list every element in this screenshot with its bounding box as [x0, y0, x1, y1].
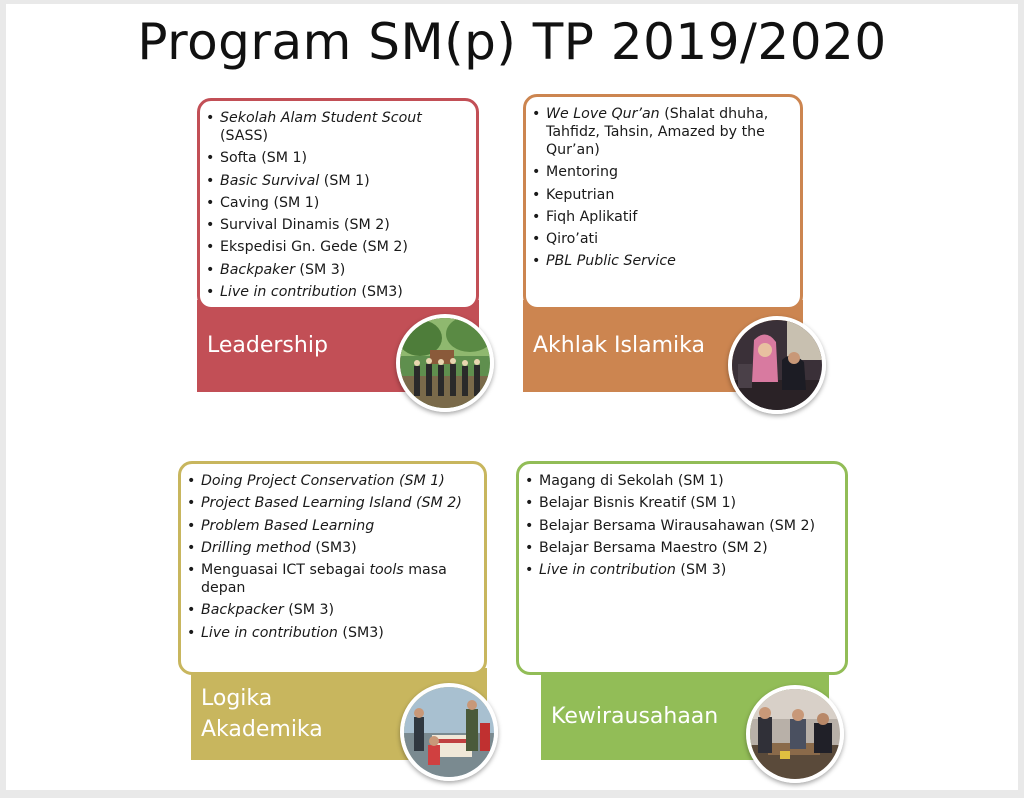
item-italic-text: Doing Project Conservation (SM 1): [201, 473, 445, 489]
list-item: [544, 252, 792, 270]
item-text: Ekspedisi Gn. Gede (SM 2): [220, 239, 408, 256]
logika-list: [199, 472, 476, 642]
project-photo-icon: [404, 687, 494, 777]
list-item: [199, 539, 476, 557]
item-italic-text: Drilling method: [201, 539, 311, 556]
list-item: [537, 561, 837, 579]
list-item: [537, 539, 837, 557]
akhlak-list: [544, 105, 792, 270]
list-item: [218, 261, 468, 279]
kewirausahaan-photo: [746, 685, 844, 783]
list-item: [199, 561, 476, 597]
scouts-photo-icon: [400, 318, 490, 408]
slide: [6, 4, 1018, 790]
workshop-photo-icon: [750, 689, 840, 779]
item-text: Belajar Bersama Maestro (SM 2): [539, 539, 768, 556]
item-text: (SASS): [220, 128, 269, 144]
item-text: (SM3): [356, 284, 403, 301]
list-item: [544, 208, 792, 226]
akhlak-label: Akhlak Islamika: [533, 333, 705, 358]
item-italic-text: Live in contribution: [539, 562, 676, 579]
item-italic-text: tools: [369, 562, 404, 579]
item-text: Belajar Bersama Wirausahawan (SM 2): [539, 517, 816, 534]
list-item: [199, 601, 476, 619]
kewirausahaan-card: [516, 461, 848, 675]
item-text: (Shalat dhuha, Tahfidz, Tahsin, Amazed by the Qur’an): [546, 106, 769, 158]
item-text: (SM3): [337, 624, 384, 641]
item-text: (SM 3): [283, 602, 335, 619]
kewirausahaan-label: Kewirausahaan: [551, 704, 719, 729]
leadership-list: [218, 109, 468, 301]
item-text: Magang di Sekolah (SM 1): [539, 473, 724, 489]
item-italic-text: Live in contribution: [220, 284, 357, 301]
akhlak-photo: [728, 316, 826, 414]
list-item: [218, 216, 468, 234]
list-item: [544, 186, 792, 204]
logika-card: [178, 461, 487, 675]
slide-title: Program SM(p) TP 2019/2020: [137, 13, 887, 71]
leadership-photo: [396, 314, 494, 412]
leadership-card: [197, 98, 479, 310]
list-item: [544, 163, 792, 181]
list-item: [544, 230, 792, 248]
item-italic-text: Backpacker: [201, 602, 284, 619]
item-text: Caving (SM 1): [220, 194, 320, 211]
list-item: [218, 149, 468, 167]
item-text: (SM 1): [319, 172, 370, 189]
list-item: [218, 172, 468, 190]
item-text: Fiqh Aplikatif: [546, 208, 638, 225]
item-text: Keputrian: [546, 186, 615, 203]
list-item: [218, 194, 468, 212]
kewirausahaan-list: [537, 472, 837, 579]
item-italic-text: Backpaker: [220, 261, 295, 278]
leadership-label: Leadership: [207, 333, 328, 358]
item-italic-text: Sekolah Alam Student Scout: [220, 110, 422, 126]
list-item: [544, 105, 792, 159]
item-text: Qiro’ati: [546, 231, 599, 248]
list-item: [537, 494, 837, 512]
list-item: [537, 472, 837, 490]
mentoring-photo-icon: [732, 320, 822, 410]
item-text: Mentoring: [546, 164, 618, 181]
item-italic-text: Problem Based Learning: [201, 517, 375, 534]
list-item: [199, 624, 476, 642]
list-item: [537, 517, 837, 535]
akhlak-card: [523, 94, 803, 310]
list-item: [199, 517, 476, 535]
item-italic-text: Live in contribution: [201, 624, 338, 641]
list-item: [218, 109, 468, 145]
item-italic-text: Basic Survival: [220, 172, 320, 189]
list-item: [199, 472, 476, 490]
item-italic-text: PBL Public Service: [546, 253, 676, 270]
logika-photo: [400, 683, 498, 781]
logika-label-line1: Logika: [201, 686, 273, 711]
item-text: Belajar Bisnis Kreatif (SM 1): [539, 495, 737, 512]
logika-label-line2: Akademika: [201, 717, 323, 742]
list-item: [199, 494, 476, 512]
item-text: (SM3): [310, 539, 357, 556]
item-text: Survival Dinamis (SM 2): [220, 217, 390, 234]
item-text: (SM 3): [294, 261, 346, 278]
item-italic-text: Project Based Learning Island (SM 2): [201, 495, 462, 512]
list-item: [218, 283, 468, 301]
item-italic-text: We Love Qur’an: [546, 106, 660, 122]
item-text: (SM 3): [675, 562, 727, 579]
list-item: [218, 238, 468, 256]
item-text: Menguasai ICT sebagai: [201, 562, 370, 579]
item-text: Softa (SM 1): [220, 150, 308, 167]
item-text: masa depan: [201, 562, 447, 597]
